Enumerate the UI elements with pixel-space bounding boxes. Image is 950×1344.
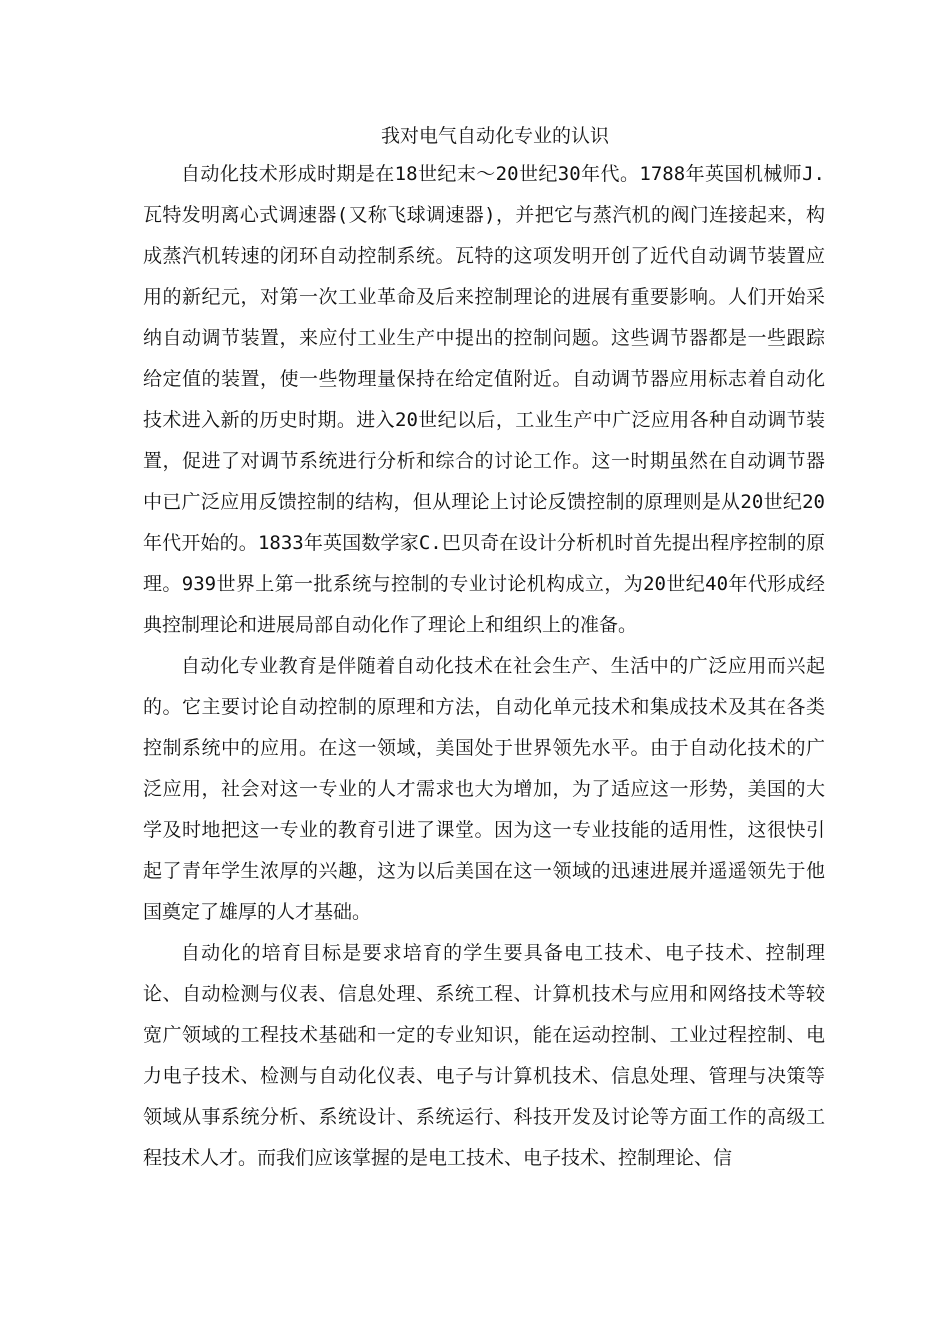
paragraph-training-goals: 自动化的培育目标是要求培育的学生要具备电工技术、电子技术、控制理论、自动检测与仪表、信息处理、系统工程、计算机技术与应用和网络技术等较宽广领域的工程技术基础和一定的专业知识，能在运动控制、工业过程控制、电力电子技术、检测与自动化仪表、电子与计算机技术、信息处理、管理与决策等领域从事系统分析、系统设计、系统运行、科技开发及讨论等方面工作的高级工程技术人才。而我们应该掌握的是电工技术、电子技术、控制理论、信 [143, 942, 825, 1169]
paragraph-education: 自动化专业教育是伴随着自动化技术在社会生产、生活中的广泛应用而兴起的。它主要讨论自动控制的原理和方法，自动化单元技术和集成技术及其在各类控制系统中的应用。在这一领域，美国处于世界领先水平。由于自动化技术的广泛应用，社会对这一专业的人才需求也大为增加，为了适应这一形势，美国的大学及时地把这一专业的教育引进了课堂。因为这一专业技能的适用性，这很快引起了青年学生浓厚的兴趣，这为以后美国在这一领域的迅速进展并遥遥领先于他国奠定了雄厚的人才基础。 [143, 655, 825, 923]
document-body [143, 154, 825, 1179]
document-title: 我对电气自动化专业的认识 [380, 125, 609, 147]
paragraph-history: 自动化技术形成时期是在18世纪末～20世纪30年代。1788年英国机械师J.瓦特发明离心式调速器(又称飞球调速器)，并把它与蒸汽机的阀门连接起来，构成蒸汽机转速的闭环自动控制系统。瓦特的这项发明开创了近代自动调节装置应用的新纪元，对第一次工业革命及后来控制理论的进展有重要影响。人们开始采纳自动调节装置，来应付工业生产中提出的控制问题。这些调节器都是一些跟踪给定值的装置，使一些物理量保持在给定值附近。自动调节器应用标志着自动化技术进入新的历史时期。进入20世纪以后，工业生产中广泛应用各种自动调节装置，促进了对调节系统进行分析和综合的讨论工作。这一时期虽然在自动调节器中已广泛应用反馈控制的结构，但从理论上讨论反馈控制的原理则是从20世纪20年代开始的。1833年英国数学家C.巴贝奇在设计分析机时首先提出程序控制的原理。939世界上第一批系统与控制的专业讨论机构成立，为20世纪40年代形成经典控制理论和进展局部自动化作了理论上和组织上的准备。 [143, 163, 825, 636]
